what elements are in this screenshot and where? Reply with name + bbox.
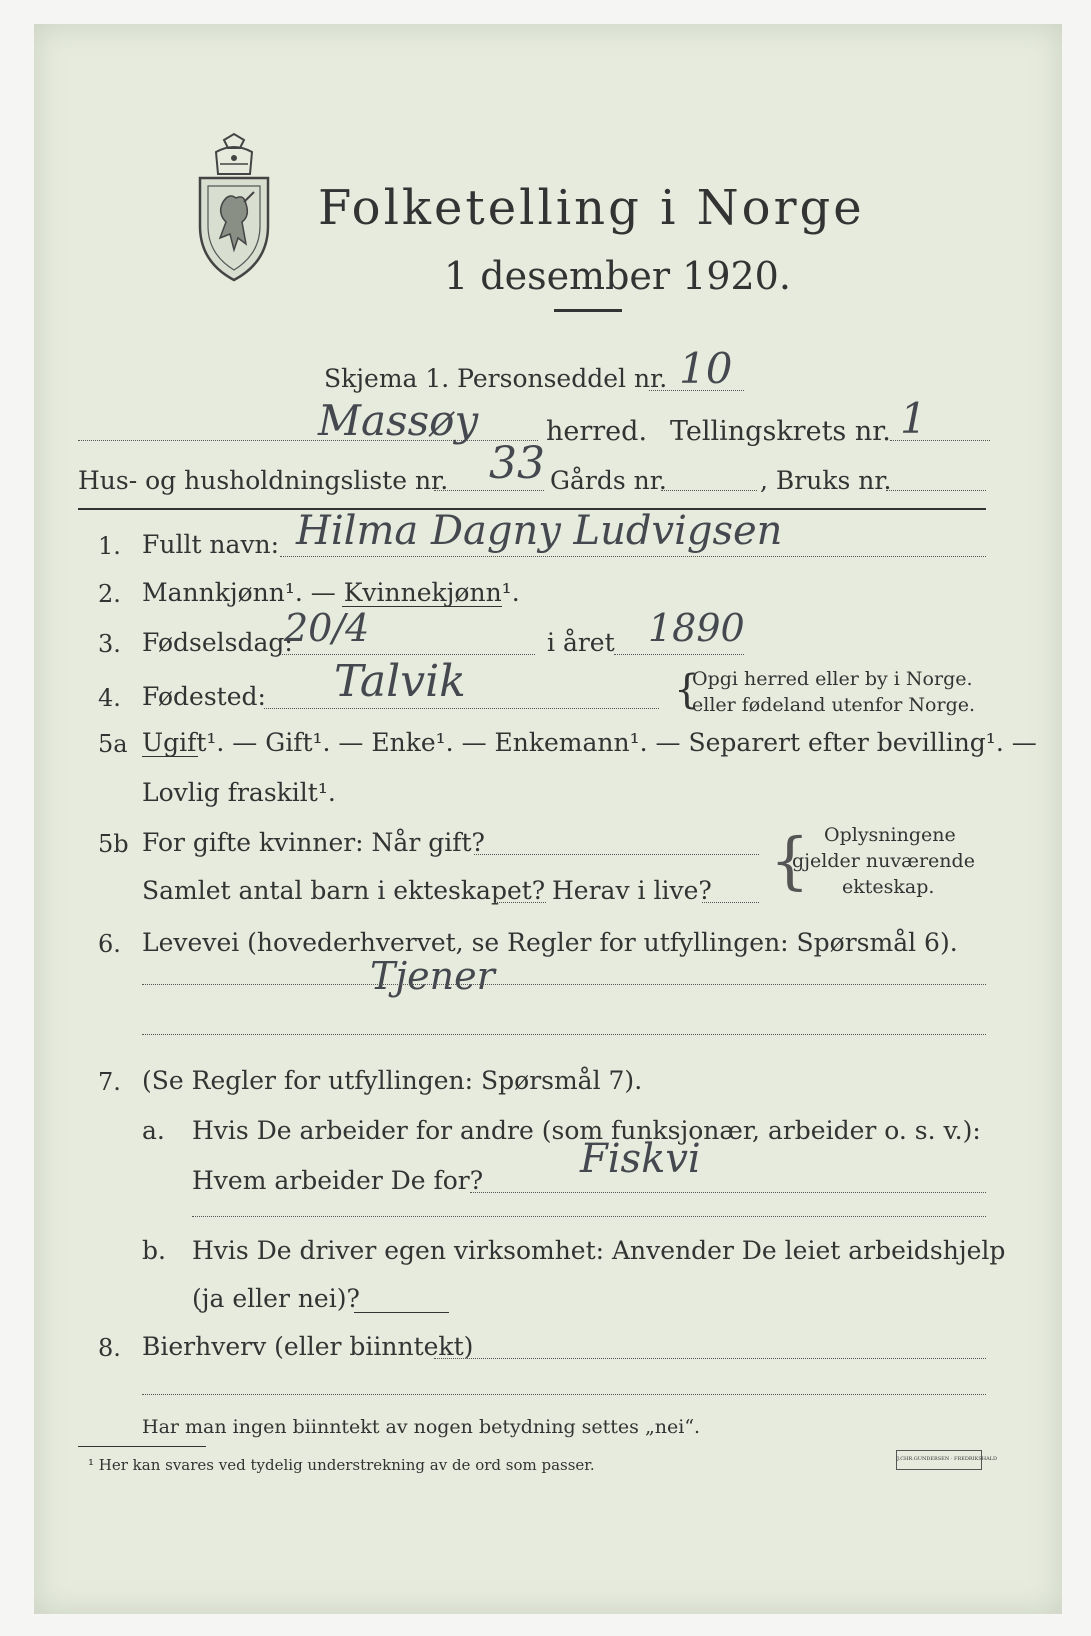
- q7-label: (Se Regler for utfyllingen: Spørsmål 7).: [142, 1066, 643, 1095]
- q7a-line-2: Hvem arbeider De for?: [192, 1166, 484, 1195]
- q4-value: Talvik: [334, 656, 466, 707]
- footnote-divider: [78, 1446, 206, 1447]
- form-title: Folketelling i Norge: [318, 180, 865, 236]
- q4-dots: [264, 708, 659, 709]
- q7a-letter: a.: [142, 1116, 165, 1145]
- bruks-label: , Bruks nr.: [760, 466, 892, 495]
- q8-dots-2: [142, 1394, 986, 1395]
- q1-number: 1.: [98, 532, 121, 560]
- gards-label: Gårds nr.: [550, 466, 667, 495]
- q7a-line-1: Hvis De arbeider for andre (som funksjonær, arbeider o. s. v.):: [192, 1116, 981, 1145]
- q2-number: 2.: [98, 580, 121, 608]
- q4-number: 4.: [98, 684, 121, 712]
- q3-dots: [280, 654, 535, 655]
- q6-dots-1: [142, 984, 986, 985]
- krets-label: Tellingskrets nr.: [670, 416, 891, 447]
- q5b-number: 5b: [98, 830, 129, 858]
- footer-note: Har man ingen biinntekt av nogen betydning settes „nei“.: [142, 1416, 701, 1438]
- q7a-dots-2: [192, 1216, 986, 1217]
- q6-dots-2: [142, 1034, 986, 1035]
- herred-value: Massøy: [318, 396, 479, 445]
- q5b-note-1: Oplysningene: [824, 824, 956, 846]
- krets-value: 1: [900, 394, 927, 443]
- hus-dots: [434, 490, 544, 491]
- q7b-line-2: (ja eller nei)?: [192, 1284, 360, 1313]
- q1-dots: [280, 556, 986, 557]
- q5b-children-dots: [494, 902, 546, 903]
- gards-dots: [661, 490, 757, 491]
- q3-year-dots: [614, 654, 744, 655]
- q5b-herav: Herav i live?: [552, 876, 712, 905]
- q1-value: Hilma Dagny Ludvigsen: [296, 508, 783, 554]
- q5b-line-2: Samlet antal barn i ekteskapet?: [142, 876, 546, 905]
- q1-label: Fullt navn:: [142, 530, 280, 559]
- q4-label: Fødested:: [142, 682, 266, 711]
- q5a-line-2: Lovlig fraskilt¹.: [142, 778, 336, 807]
- bruks-dots: [886, 490, 986, 491]
- q6-label: Levevei (hovederhvervet, se Regler for utfyllingen: Spørsmål 6).: [142, 928, 958, 957]
- q3-year-label: i året: [547, 628, 615, 657]
- q4-note-1: Opgi herred eller by i Norge.: [692, 668, 973, 690]
- q5a-line-1: Ugift¹. — Gift¹. — Enke¹. — Enkemann¹. — Separert efter bevilling¹. —: [142, 728, 1037, 757]
- q5b-alive-dots: [702, 902, 759, 903]
- census-form: [34, 24, 1062, 1614]
- q5b-line-1: For gifte kvinner: Når gift?: [142, 828, 485, 857]
- q3-number: 3.: [98, 630, 121, 658]
- q4-note-2: eller fødeland utenfor Norge.: [692, 694, 976, 716]
- q3-year-value: 1890: [648, 606, 745, 650]
- census-date: 1 desember 1920.: [444, 254, 791, 298]
- q3-label: Fødselsdag:: [142, 628, 293, 657]
- q7a-dots: [470, 1192, 986, 1193]
- q6-value: Tjener: [370, 954, 495, 998]
- footnote: ¹ Her kan svares ved tydelig understrekning av de ord som passer.: [88, 1456, 595, 1474]
- coat-of-arms-icon: [194, 134, 274, 284]
- q7b-underline: [354, 1312, 449, 1313]
- q7b-letter: b.: [142, 1236, 166, 1265]
- q7-number: 7.: [98, 1068, 121, 1096]
- q2-label: Mannkjønn¹. — Kvinnekjønn¹.: [142, 578, 520, 607]
- q5b-note-3: ekteskap.: [842, 876, 935, 898]
- q8-number: 8.: [98, 1334, 121, 1362]
- q7a-value: Fiskvi: [580, 1136, 701, 1182]
- schema-label: Skjema 1. Personseddel nr.: [324, 364, 668, 393]
- q5a-number: 5a: [98, 730, 128, 758]
- q8-label: Bierhverv (eller biinntekt): [142, 1332, 474, 1361]
- q5b-brace: {: [770, 824, 810, 897]
- title-divider: [554, 309, 622, 312]
- q7b-line-1: Hvis De driver egen virksomhet: Anvender De leiet arbeidshjelp: [192, 1236, 1006, 1265]
- q4-brace: {: [674, 667, 700, 713]
- printer-stamp: J.CHR.GUNDERSEN · FREDRIKSHALD: [896, 1450, 982, 1470]
- q6-number: 6.: [98, 930, 121, 958]
- herred-label: herred.: [546, 416, 648, 447]
- q8-dots: [434, 1358, 986, 1359]
- q5b-note-2: gjelder nuværende: [792, 850, 975, 872]
- q5a-underline: [142, 756, 198, 757]
- q3-value: 20/4: [284, 606, 370, 650]
- schema-value: 10: [679, 344, 733, 393]
- hus-value: 33: [489, 438, 545, 489]
- hus-label: Hus- og husholdningsliste nr.: [78, 466, 449, 495]
- q5b-married-dots: [474, 854, 759, 855]
